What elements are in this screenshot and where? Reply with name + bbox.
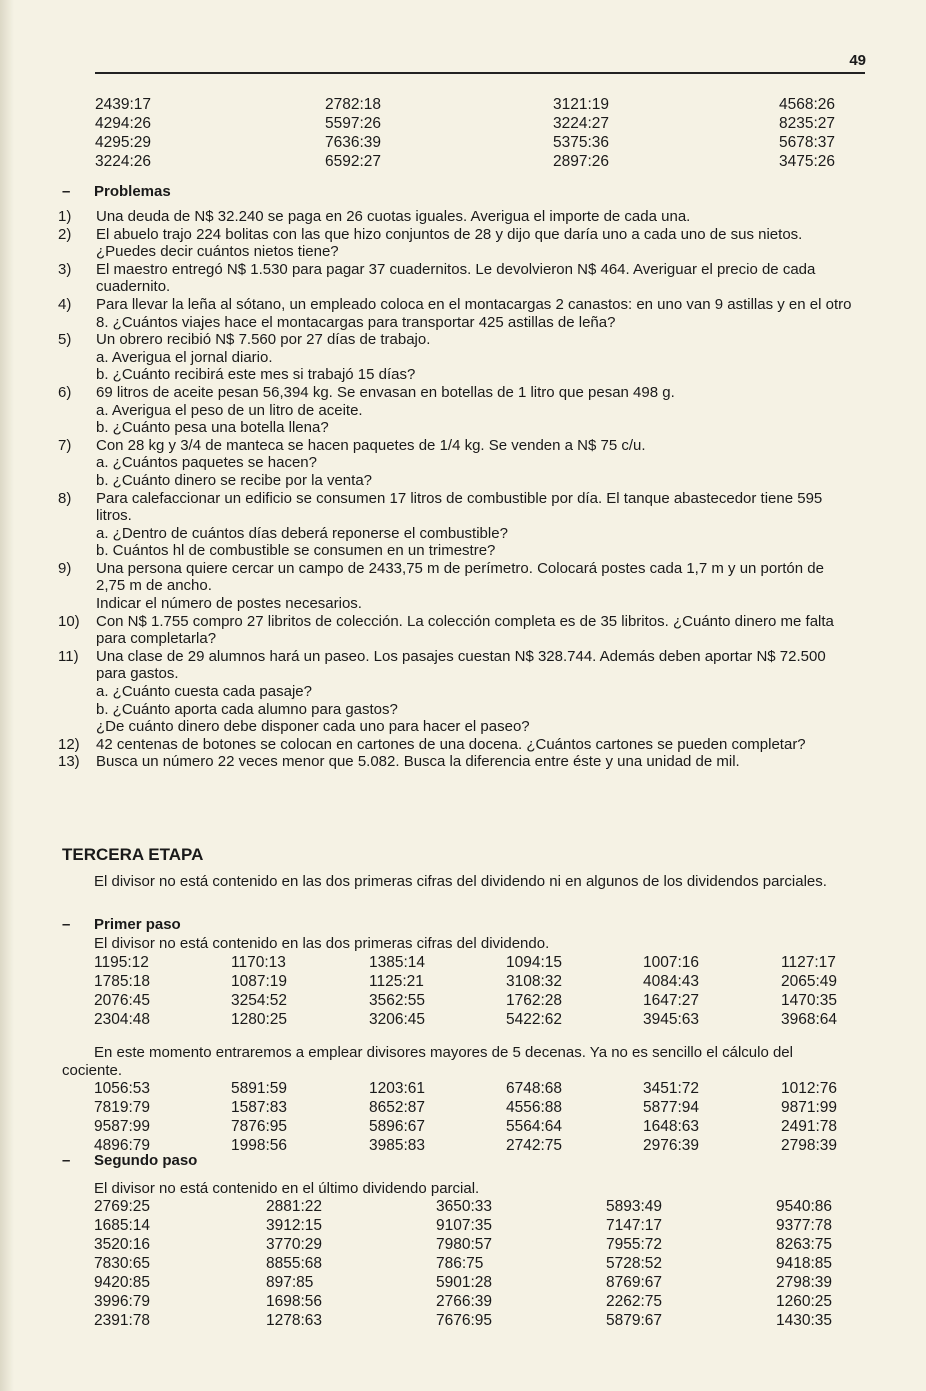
problem-item [58, 490, 853, 560]
problem-body [96, 208, 853, 226]
division-exercise: 3108:32 [506, 973, 563, 990]
segundo-paso-text: El divisor no está contenido en el último dividendo parcial. [94, 1180, 480, 1197]
primer-paso-grid [94, 953, 871, 1029]
problem-number: 3) [58, 260, 72, 278]
momento-grid [94, 1079, 871, 1155]
problem-text: Con N$ 1.755 compro 27 libritos de colección. La colección completa es de 35 libritos. ¿Cuánto dinero me falta para completarla? [96, 612, 834, 648]
division-exercise: 5678:37 [779, 134, 836, 151]
division-exercise: 9871:99 [781, 1099, 838, 1116]
division-exercise: 1587:83 [231, 1099, 288, 1116]
division-exercise: 1203:61 [369, 1080, 426, 1097]
division-exercise: 2881:22 [266, 1198, 323, 1215]
division-exercise: 8235:27 [779, 115, 836, 132]
division-exercise: 1125:21 [369, 973, 424, 990]
problem-number: 8) [58, 489, 72, 507]
division-exercise: 6748:68 [506, 1080, 563, 1097]
division-exercise: 3224:26 [95, 153, 152, 170]
problem-number: 4) [58, 295, 72, 313]
division-exercise: 7980:57 [436, 1236, 493, 1253]
division-exercise: 897:85 [266, 1274, 314, 1291]
problem-body [96, 296, 853, 331]
segundo-paso-grid [94, 1197, 866, 1330]
problem-body [96, 648, 853, 736]
division-exercise: 3562:55 [369, 992, 426, 1009]
division-exercise: 7676:95 [436, 1312, 493, 1329]
problem-text: Para llevar la leña al sótano, un empleado coloca en el montacargas 2 canastos: en uno van 9 astillas y en el otro 8. ¿Cuántos viajes hace el montacargas para transportar 425 astillas de leña? [96, 295, 852, 331]
division-exercise: 2742:75 [506, 1137, 563, 1154]
division-exercise: 8263:75 [776, 1236, 833, 1253]
division-exercise: 1685:14 [94, 1217, 151, 1234]
problem-subquestion: a. ¿Dentro de cuántos días deberá reponerse el combustible? [96, 524, 508, 542]
problem-subquestion: b. Cuántos hl de combustible se consumen en un trimestre? [96, 542, 496, 560]
division-exercise: 1195:12 [94, 954, 149, 971]
problem-item [58, 736, 853, 754]
problem-number: 12) [58, 735, 80, 753]
division-exercise: 1170:13 [231, 954, 286, 971]
division-exercise: 5564:64 [506, 1118, 563, 1135]
division-exercise: 3912:15 [266, 1217, 323, 1234]
division-exercise: 1056:53 [94, 1080, 151, 1097]
problem-text: Una persona quiere cercar un campo de 2433,75 m de perímetro. Colocará postes cada 1,7 m y un portón de 2,75 m de ancho. [96, 559, 824, 595]
tercera-intro: El divisor no está contenido en las dos primeras cifras del dividendo ni en algunos de los dividendos parciales. [94, 873, 827, 890]
division-exercise: 9377:78 [776, 1217, 833, 1234]
problem-number: 13) [58, 753, 80, 771]
division-exercise: 5375:36 [553, 134, 610, 151]
problem-text: Un obrero recibió N$ 7.560 por 27 días de trabajo. [96, 331, 431, 349]
division-exercise: 1648:63 [643, 1118, 700, 1135]
division-exercise: 1698:56 [266, 1293, 323, 1310]
division-exercise: 9107:35 [436, 1217, 493, 1234]
division-exercise: 3770:29 [266, 1236, 323, 1253]
problem-number: 6) [58, 383, 72, 401]
problem-item [58, 261, 853, 296]
division-exercise: 7876:95 [231, 1118, 288, 1135]
problem-number: 1) [58, 208, 72, 225]
problem-subquestion: a. Averigua el jornal diario. [96, 348, 273, 366]
division-exercise: 4568:26 [779, 96, 836, 113]
problem-body [96, 384, 853, 437]
division-exercise: 5877:94 [643, 1099, 700, 1116]
division-exercise: 1785:18 [94, 973, 151, 990]
division-exercise: 9587:99 [94, 1118, 151, 1135]
problem-body [96, 560, 853, 613]
page-edge [0, 0, 14, 1391]
dash-marker: – [62, 183, 71, 200]
division-exercise: 7636:39 [325, 134, 382, 151]
division-exercise: 2766:39 [436, 1293, 493, 1310]
division-exercise: 3206:45 [369, 1011, 426, 1028]
division-exercise: 2491:78 [781, 1118, 838, 1135]
division-exercise: 3996:79 [94, 1293, 151, 1310]
division-exercise: 2798:39 [776, 1274, 833, 1291]
problem-subquestion: b. ¿Cuánto aporta cada alumno para gastos? [96, 700, 398, 718]
division-exercise: 4294:26 [95, 115, 152, 132]
division-exercise: 7819:79 [94, 1099, 151, 1116]
division-exercise: 1012:76 [781, 1080, 838, 1097]
division-exercise: 5896:67 [369, 1118, 426, 1135]
problem-subquestion: a. Averigua el peso de un litro de aceite. [96, 401, 363, 419]
problem-subquestion: a. ¿Cuánto cuesta cada pasaje? [96, 683, 312, 701]
problems-heading [62, 183, 171, 200]
problem-body [96, 753, 853, 771]
division-exercise: 2439:17 [95, 96, 152, 113]
division-exercise: 3475:26 [779, 153, 836, 170]
division-exercise: 3945:63 [643, 1011, 700, 1028]
division-exercise: 2798:39 [781, 1137, 838, 1154]
division-exercise: 2065:49 [781, 973, 838, 990]
dash-marker: – [62, 1152, 71, 1169]
division-exercise: 4084:43 [643, 973, 700, 990]
problem-item [58, 226, 853, 261]
division-exercise: 3985:83 [369, 1137, 426, 1154]
division-exercise: 3451:72 [643, 1080, 700, 1097]
problem-text: Busca un número 22 veces menor que 5.082. Busca la diferencia entre éste y una unidad de mil. [96, 753, 740, 771]
division-exercise: 1087:19 [231, 973, 288, 990]
primer-paso-label: Primer paso [94, 916, 181, 933]
division-exercise: 2897:26 [553, 153, 610, 170]
problem-item [58, 648, 853, 736]
division-exercise: 4896:79 [94, 1137, 151, 1154]
division-exercise: 2262:75 [606, 1293, 663, 1310]
division-exercise: 1430:35 [776, 1312, 833, 1329]
segundo-paso-heading [62, 1152, 197, 1169]
division-exercise: 9540:86 [776, 1198, 833, 1215]
division-exercise: 3254:52 [231, 992, 288, 1009]
division-exercise: 786:75 [436, 1255, 484, 1272]
division-exercise: 1998:56 [231, 1137, 288, 1154]
problem-text: Una deuda de N$ 32.240 se paga en 26 cuotas iguales. Averigua el importe de cada una. [96, 208, 691, 225]
problem-body [96, 226, 853, 261]
division-exercise: 1127:17 [781, 954, 836, 971]
page-number: 49 [849, 52, 866, 69]
division-exercise: 6592:27 [325, 153, 382, 170]
problems-list [58, 208, 853, 771]
problem-body [96, 490, 853, 560]
division-exercise: 2769:25 [94, 1198, 151, 1215]
problem-item [58, 613, 853, 648]
problem-text: 42 centenas de botones se colocan en cartones de una docena. ¿Cuántos cartones se pueden completar? [96, 735, 806, 753]
dash-marker: – [62, 916, 71, 933]
division-exercise: 9418:85 [776, 1255, 833, 1272]
division-exercise: 1385:14 [369, 954, 426, 971]
division-exercise: 3968:64 [781, 1011, 838, 1028]
section-title: TERCERA ETAPA [62, 845, 204, 864]
division-exercise: 8652:87 [369, 1099, 426, 1116]
problem-subquestion: Indicar el número de postes necesarios. [96, 595, 362, 613]
problem-item [58, 560, 853, 613]
problem-item [58, 296, 853, 331]
division-exercise: 5422:62 [506, 1011, 563, 1028]
division-exercise: 2976:39 [643, 1137, 700, 1154]
problem-text: Para calefaccionar un edificio se consumen 17 litros de combustible por día. El tanque abastecedor tiene 595 litros. [96, 489, 823, 525]
division-exercise: 3121:19 [553, 96, 610, 113]
problem-text: El abuelo trajo 224 bolitas con las que hizo conjuntos de 28 y dijo que daría uno a cada uno de sus nietos. ¿Puedes decir cuántos nietos tiene? [96, 225, 803, 261]
division-exercise: 1007:16 [643, 954, 700, 971]
division-exercise: 5901:28 [436, 1274, 493, 1291]
problem-body [96, 736, 853, 754]
division-exercise: 5597:26 [325, 115, 382, 132]
problem-number: 5) [58, 331, 72, 349]
problem-number: 2) [58, 225, 72, 243]
problem-number: 9) [58, 559, 72, 577]
top-exercise-grid [95, 95, 869, 171]
problem-item [58, 753, 853, 771]
division-exercise: 5879:67 [606, 1312, 663, 1329]
problem-body [96, 331, 853, 384]
division-exercise: 7830:65 [94, 1255, 151, 1272]
problem-subquestion: b. ¿Cuánto recibirá este mes si trabajó 15 días? [96, 366, 416, 384]
division-exercise: 4295:29 [95, 134, 152, 151]
division-exercise: 4556:88 [506, 1099, 563, 1116]
division-exercise: 1647:27 [643, 992, 700, 1009]
problem-subquestion: b. ¿Cuánto pesa una botella llena? [96, 419, 329, 437]
division-exercise: 9420:85 [94, 1274, 151, 1291]
division-exercise: 7955:72 [606, 1236, 663, 1253]
problems-heading-label: Problemas [94, 183, 171, 200]
division-exercise: 7147:17 [606, 1217, 663, 1234]
division-exercise: 3650:33 [436, 1198, 493, 1215]
problem-text: Con 28 kg y 3/4 de manteca se hacen paquetes de 1/4 kg. Se venden a N$ 75 c/u. [96, 436, 646, 454]
problem-body [96, 437, 853, 490]
momento-text: En este momento entraremos a emplear divisores mayores de 5 decenas. Ya no es sencillo el cálculo del cociente. [62, 1044, 793, 1079]
division-exercise: 1280:25 [231, 1011, 288, 1028]
division-exercise: 8769:67 [606, 1274, 663, 1291]
division-exercise: 3224:27 [553, 115, 610, 132]
problem-text: Una clase de 29 alumnos hará un paseo. Los pasajes cuestan N$ 328.744. Además deben aportar N$ 72.500 para gastos. [96, 647, 826, 683]
division-exercise: 2391:78 [94, 1312, 151, 1329]
problem-item [58, 437, 853, 490]
problem-text: 69 litros de aceite pesan 56,394 kg. Se envasan en botellas de 1 litro que pesan 498 g. [96, 383, 675, 401]
division-exercise: 1094:15 [506, 954, 563, 971]
division-exercise: 3520:16 [94, 1236, 151, 1253]
division-exercise: 5893:49 [606, 1198, 663, 1215]
division-exercise: 2076:45 [94, 992, 151, 1009]
problem-body [96, 261, 853, 296]
segundo-paso-label: Segundo paso [94, 1152, 198, 1169]
problem-number: 11) [58, 647, 79, 665]
primer-paso-text: El divisor no está contenido en las dos primeras cifras del dividendo. [94, 935, 550, 952]
division-exercise: 1470:35 [781, 992, 838, 1009]
problem-item [58, 208, 853, 226]
division-exercise: 2304:48 [94, 1011, 151, 1028]
problem-subquestion: a. ¿Cuántos paquetes se hacen? [96, 454, 317, 472]
division-exercise: 1260:25 [776, 1293, 833, 1310]
division-exercise: 5891:59 [231, 1080, 288, 1097]
problem-subquestion: ¿De cuánto dinero debe disponer cada uno para hacer el paseo? [96, 718, 530, 736]
problem-number: 7) [58, 436, 72, 454]
header-rule [95, 72, 865, 74]
problem-item [58, 331, 853, 384]
primer-paso-heading [62, 916, 181, 933]
division-exercise: 8855:68 [266, 1255, 323, 1272]
division-exercise: 5728:52 [606, 1255, 663, 1272]
problem-text: El maestro entregó N$ 1.530 para pagar 37 cuadernitos. Le devolvieron N$ 464. Averiguar el precio de cada cuadernito. [96, 260, 816, 296]
division-exercise: 1762:28 [506, 992, 563, 1009]
problem-item [58, 384, 853, 437]
problem-subquestion: b. ¿Cuánto dinero se recibe por la venta? [96, 471, 372, 489]
problem-body [96, 613, 853, 648]
problem-number: 10) [58, 612, 80, 630]
division-exercise: 1278:63 [266, 1312, 323, 1329]
division-exercise: 2782:18 [325, 96, 382, 113]
